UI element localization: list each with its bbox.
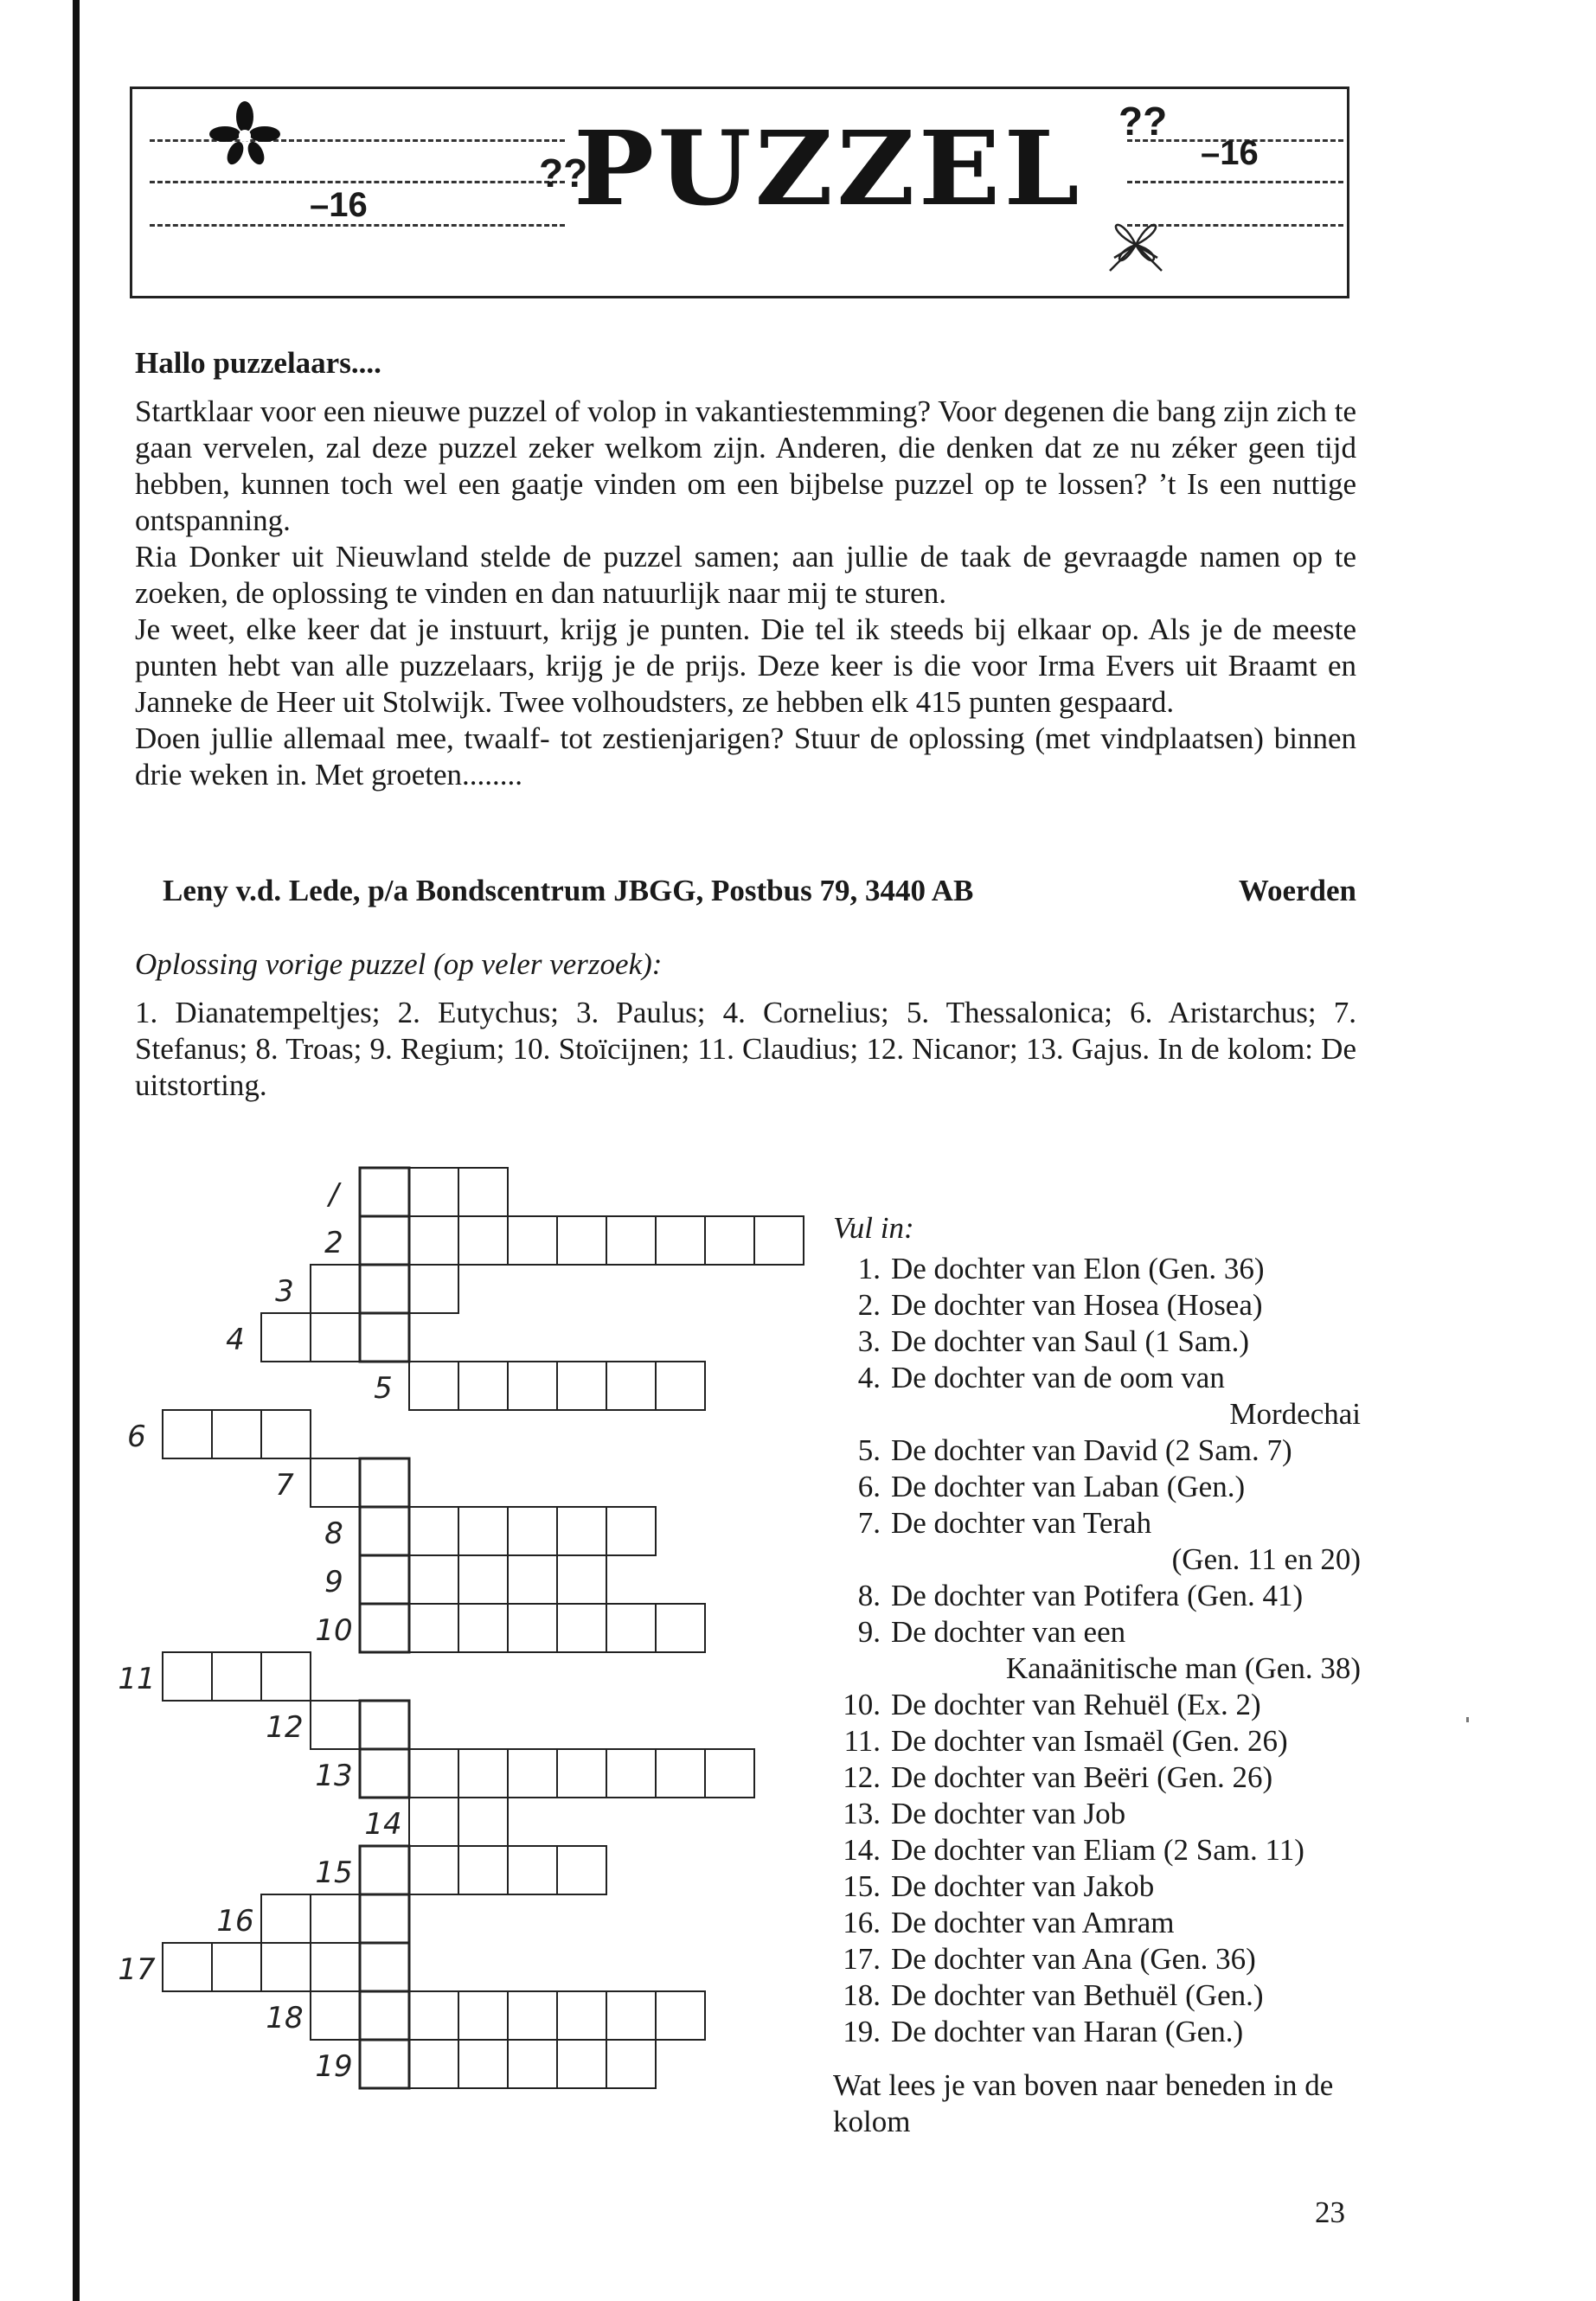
- grid-cell[interactable]: [409, 1555, 458, 1604]
- column-cell[interactable]: [360, 1991, 409, 2040]
- grid-cell[interactable]: [557, 1749, 606, 1798]
- grid-cell[interactable]: [557, 1362, 606, 1410]
- clue-number: 15.: [843, 1869, 881, 1903]
- clue-text: De dochter van Ana (Gen. 36): [891, 1942, 1256, 1976]
- age-left: –16: [310, 186, 368, 224]
- clue-item: [833, 1759, 1361, 1796]
- grid-cell[interactable]: [557, 2040, 606, 2088]
- question-marks-left: ??: [539, 151, 588, 195]
- grid-clue-number: 12: [266, 1710, 304, 1745]
- clue-text: De dochter van Potifera (Gen. 41): [891, 1579, 1304, 1612]
- clue-number: 17.: [843, 1942, 881, 1976]
- banner-title: PUZZEL: [574, 108, 1083, 228]
- clue-text: De dochter van Amram: [891, 1906, 1175, 1939]
- grid-cell[interactable]: [557, 1555, 606, 1604]
- grid-cell[interactable]: [508, 1749, 557, 1798]
- print-speck: [1466, 1717, 1469, 1722]
- grid-cell[interactable]: [705, 1216, 754, 1265]
- intro-paragraph: Je weet, elke keer dat je instuurt, krijg je punten. Die tel ik steeds bij elkaar op. Als je de meeste punten hebt van alle puzzelaars, krijg je de prijs. Deze keer is die voor Irma Evers uit Braamt en Janneke de Heer uit Stolwijk. Twee volhoudsters, ze hebben elk 415 punten gespaard.: [135, 612, 1356, 719]
- clue-text: De dochter van de oom van Mordechai: [891, 1361, 1361, 1431]
- grid-clue-number: 14: [364, 1807, 402, 1842]
- grid-cell[interactable]: [409, 1507, 458, 1555]
- clue-item: [833, 1723, 1361, 1759]
- grid-clue-number: 19: [315, 2049, 353, 2084]
- grid-cell[interactable]: [409, 1362, 458, 1410]
- grid-cell[interactable]: [458, 1798, 508, 1846]
- column-cell[interactable]: [360, 1943, 409, 1991]
- grid-cell[interactable]: [311, 1313, 360, 1362]
- grid-clue-number: 7: [275, 1468, 294, 1503]
- clue-number: 19.: [843, 2015, 881, 2048]
- grid-cell[interactable]: [311, 1265, 360, 1313]
- column-cell[interactable]: [360, 1168, 409, 1216]
- grid-clue-number: 10: [315, 1613, 353, 1648]
- clue-number: 7.: [857, 1506, 881, 1540]
- clue-text: De dochter van Eliam (2 Sam. 11): [891, 1833, 1304, 1867]
- column-cell[interactable]: [360, 1507, 409, 1555]
- clue-number: 11.: [843, 1724, 881, 1758]
- grid-cell[interactable]: [458, 1168, 508, 1216]
- clue-text: De dochter van Rehuël (Ex. 2): [891, 1688, 1261, 1721]
- clue-number: 1.: [857, 1252, 881, 1285]
- clue-text: De dochter van Jakob: [891, 1869, 1155, 1903]
- age-right: –16: [1201, 134, 1259, 172]
- grid-clue-number: 16: [216, 1904, 254, 1939]
- clue-text: De dochter van Hosea (Hosea): [891, 1288, 1263, 1322]
- question-marks-right: ??: [1118, 99, 1168, 144]
- clue-number: 16.: [843, 1906, 881, 1939]
- clue-number: 4.: [857, 1361, 881, 1394]
- grid-cell[interactable]: [656, 1216, 705, 1265]
- grid-clue-number: 3: [275, 1274, 294, 1309]
- grid-cell[interactable]: [163, 1943, 212, 1991]
- grid-cell[interactable]: [557, 1991, 606, 2040]
- grid-cell[interactable]: [163, 1410, 212, 1458]
- grid-cell[interactable]: [508, 1846, 557, 1894]
- column-cell[interactable]: [360, 1701, 409, 1749]
- grid-cell[interactable]: [409, 2040, 458, 2088]
- grid-cell[interactable]: [458, 1507, 508, 1555]
- grid-cell[interactable]: [458, 1216, 508, 1265]
- clue-text: De dochter van Elon (Gen. 36): [891, 1252, 1265, 1285]
- grid-cell[interactable]: [606, 1604, 656, 1652]
- grid-cell[interactable]: [508, 2040, 557, 2088]
- grid-cell[interactable]: [557, 1604, 606, 1652]
- clue-item: [833, 1433, 1361, 1469]
- grid-cell[interactable]: [311, 1701, 360, 1749]
- grid-cell[interactable]: [606, 1216, 656, 1265]
- column-cell[interactable]: [360, 1749, 409, 1798]
- clue-number: 10.: [843, 1688, 881, 1721]
- grid-cell[interactable]: [212, 1943, 261, 1991]
- grid-cell[interactable]: [212, 1410, 261, 1458]
- intro-paragraph: Doen jullie allemaal mee, twaalf- tot zestienjarigen? Stuur de oplossing (met vindplaatsen) binnen drie weken in. Met groeten........: [135, 721, 1356, 792]
- clue-item: [833, 1905, 1361, 1941]
- clue-number: 14.: [843, 1833, 881, 1867]
- grid-cell[interactable]: [656, 1604, 705, 1652]
- clue-item: [833, 1796, 1361, 1832]
- grid-cell[interactable]: [409, 1991, 458, 2040]
- clue-list: [833, 1251, 1361, 2050]
- grid-clue-number: 9: [324, 1565, 343, 1599]
- grid-clue-number: 15: [315, 1856, 353, 1890]
- grid-cell[interactable]: [458, 1555, 508, 1604]
- column-cell[interactable]: [360, 1313, 409, 1362]
- grid-cell[interactable]: [409, 1168, 458, 1216]
- clue-text: De dochter van Haran (Gen.): [891, 2015, 1244, 2048]
- grid-clue-number: 5: [374, 1371, 393, 1406]
- clue-item: [833, 1469, 1361, 1505]
- grid-clue-number: 11: [118, 1662, 156, 1696]
- grid-cell[interactable]: [261, 1894, 311, 1943]
- grid-cell[interactable]: [409, 1216, 458, 1265]
- clue-number: 12.: [843, 1760, 881, 1794]
- clue-item: [833, 1941, 1361, 1977]
- column-cell[interactable]: [360, 1894, 409, 1943]
- grid-cell[interactable]: [458, 1604, 508, 1652]
- clue-item: [833, 1251, 1361, 1287]
- grid-cell[interactable]: [458, 2040, 508, 2088]
- clue-item: [833, 1868, 1361, 1905]
- clue-number: 9.: [857, 1615, 881, 1649]
- grid-cell[interactable]: [311, 1943, 360, 1991]
- column-cell[interactable]: [360, 1604, 409, 1652]
- clue-continuation: Kanaänitische man (Gen. 38): [1005, 1651, 1361, 1685]
- column-cell[interactable]: [360, 1846, 409, 1894]
- grid-cell[interactable]: [409, 1846, 458, 1894]
- column-cell[interactable]: [360, 1458, 409, 1507]
- clue-text: De dochter van David (2 Sam. 7): [891, 1433, 1292, 1467]
- grid-cell[interactable]: [606, 2040, 656, 2088]
- clue-item: [833, 1614, 1361, 1687]
- grid-cell[interactable]: [458, 1362, 508, 1410]
- clue-item: [833, 2014, 1361, 2050]
- clue-number: 13.: [843, 1797, 881, 1830]
- clue-continuation: (Gen. 11 en 20): [1171, 1542, 1361, 1576]
- clue-text: De dochter van Ismaël (Gen. 26): [891, 1724, 1288, 1758]
- clues-heading: Vul in:: [833, 1211, 914, 1245]
- grid-cell[interactable]: [508, 1604, 557, 1652]
- clue-number: 18.: [843, 1978, 881, 2012]
- clue-number: 5.: [857, 1433, 881, 1467]
- grid-cell[interactable]: [508, 1507, 557, 1555]
- grid-cell[interactable]: [409, 1265, 458, 1313]
- grid-cell[interactable]: [705, 1749, 754, 1798]
- grid-cell[interactable]: [311, 1458, 360, 1507]
- clue-text: De dochter van Bethuël (Gen.): [891, 1978, 1264, 2012]
- grid-cell[interactable]: [606, 1507, 656, 1555]
- clue-item: [833, 1324, 1361, 1360]
- grid-clue-number: 6: [127, 1420, 146, 1454]
- column-cell[interactable]: [360, 1216, 409, 1265]
- signature-address: Leny v.d. Lede, p/a Bondscentrum JBGG, Postbus 79, 3440 AB: [163, 874, 974, 907]
- grid-cell[interactable]: [606, 1991, 656, 2040]
- grid-cell[interactable]: [261, 1410, 311, 1458]
- clue-number: 6.: [857, 1470, 881, 1503]
- grid-cell[interactable]: [508, 1362, 557, 1410]
- intro-paragraph: Startklaar voor een nieuwe puzzel of volop in vakantiestemming? Voor degenen die bang zijn zich te gaan vervelen, zal deze puzzel zeker welkom zijn. Anderen, die denken dat ze nu zéker geen tijd hebben, kunnen toch wel een gaatje vinden om een bijbelse puzzel op te lossen? ’t Is een nuttige ontspanning.: [135, 394, 1356, 537]
- grid-clue-number: 2: [324, 1226, 343, 1260]
- clue-text: De dochter van een Kanaänitische man (Gen. 38): [891, 1615, 1361, 1685]
- clue-text: De dochter van Beëri (Gen. 26): [891, 1760, 1273, 1794]
- clue-item: [833, 1977, 1361, 2014]
- clue-number: 8.: [857, 1579, 881, 1612]
- signature-city: Woerden: [1238, 874, 1356, 907]
- intro-paragraph: Ria Donker uit Nieuwland stelde de puzzel samen; aan jullie de taak de gevraagde namen op te zoeken, de oplossing te vinden en dan natuurlijk naar mij te sturen.: [135, 540, 1356, 610]
- grid-clue-number: /: [329, 1177, 339, 1212]
- grid-cell[interactable]: [557, 1507, 606, 1555]
- previous-solution-text: 1. Dianatempeltjes; 2. Eutychus; 3. Paulus; 4. Cornelius; 5. Thessalonica; 6. Aristarchus; 7. Stefanus; 8. Troas; 9. Regium; 10. Stoïcijnen; 11. Claudius; 12. Nicanor; 13. Gajus. In de kolom: De uitstorting.: [135, 996, 1356, 1102]
- clue-item: [833, 1832, 1361, 1868]
- grid-cell[interactable]: [311, 1991, 360, 2040]
- grid-clue-number: 8: [324, 1516, 343, 1551]
- clue-continuation: Mordechai: [1229, 1397, 1361, 1431]
- grid-cell[interactable]: [508, 1991, 557, 2040]
- grid-cell[interactable]: [557, 1846, 606, 1894]
- grid-clue-number: 4: [226, 1323, 245, 1357]
- clue-text: De dochter van Saul (1 Sam.): [891, 1324, 1250, 1358]
- previous-solution-heading: Oplossing vorige puzzel (op veler verzoek):: [135, 947, 663, 981]
- clue-text: De dochter van Laban (Gen.): [891, 1470, 1246, 1503]
- grid-cell[interactable]: [409, 1749, 458, 1798]
- clue-item: [833, 1687, 1361, 1723]
- grid-cell[interactable]: [458, 1846, 508, 1894]
- grid-cell[interactable]: [606, 1749, 656, 1798]
- clue-text: De dochter van Job: [891, 1797, 1126, 1830]
- column-cell[interactable]: [360, 1265, 409, 1313]
- column-cell[interactable]: [360, 1555, 409, 1604]
- clue-number: 3.: [857, 1324, 881, 1358]
- grid-cell[interactable]: [261, 1313, 311, 1362]
- page-number: 23: [1315, 2195, 1345, 2229]
- clue-number: 2.: [857, 1288, 881, 1322]
- grid-clue-number: 17: [118, 1952, 156, 1987]
- grid-cell[interactable]: [508, 1216, 557, 1265]
- grid-cell[interactable]: [656, 1749, 705, 1798]
- grid-cell[interactable]: [261, 1652, 311, 1701]
- grid-cell[interactable]: [261, 1943, 311, 1991]
- grid-clue-number: 13: [315, 1759, 353, 1793]
- grid-cell[interactable]: [409, 1798, 458, 1846]
- grid-cell[interactable]: [163, 1652, 212, 1701]
- grid-cell[interactable]: [409, 1604, 458, 1652]
- grid-cell[interactable]: [656, 1991, 705, 2040]
- greeting: Hallo puzzelaars....: [135, 346, 381, 380]
- clue-item: [833, 1360, 1361, 1433]
- grid-cell[interactable]: [557, 1216, 606, 1265]
- grid-cell[interactable]: [656, 1362, 705, 1410]
- column-cell[interactable]: [360, 2040, 409, 2088]
- clue-text: De dochter van Terah (Gen. 11 en 20): [891, 1506, 1361, 1576]
- column-question: Wat lees je van boven naar beneden in de kolom: [833, 2068, 1334, 2138]
- grid-cell[interactable]: [458, 1749, 508, 1798]
- grid-cell[interactable]: [754, 1216, 804, 1265]
- clue-item: [833, 1578, 1361, 1614]
- grid-cell[interactable]: [212, 1652, 261, 1701]
- grid-cell[interactable]: [458, 1991, 508, 2040]
- clue-item: [833, 1505, 1361, 1578]
- grid-cell[interactable]: [606, 1362, 656, 1410]
- grid-cell[interactable]: [311, 1894, 360, 1943]
- clue-item: [833, 1287, 1361, 1324]
- grid-cell[interactable]: [508, 1555, 557, 1604]
- grid-clue-number: 18: [266, 2001, 304, 2035]
